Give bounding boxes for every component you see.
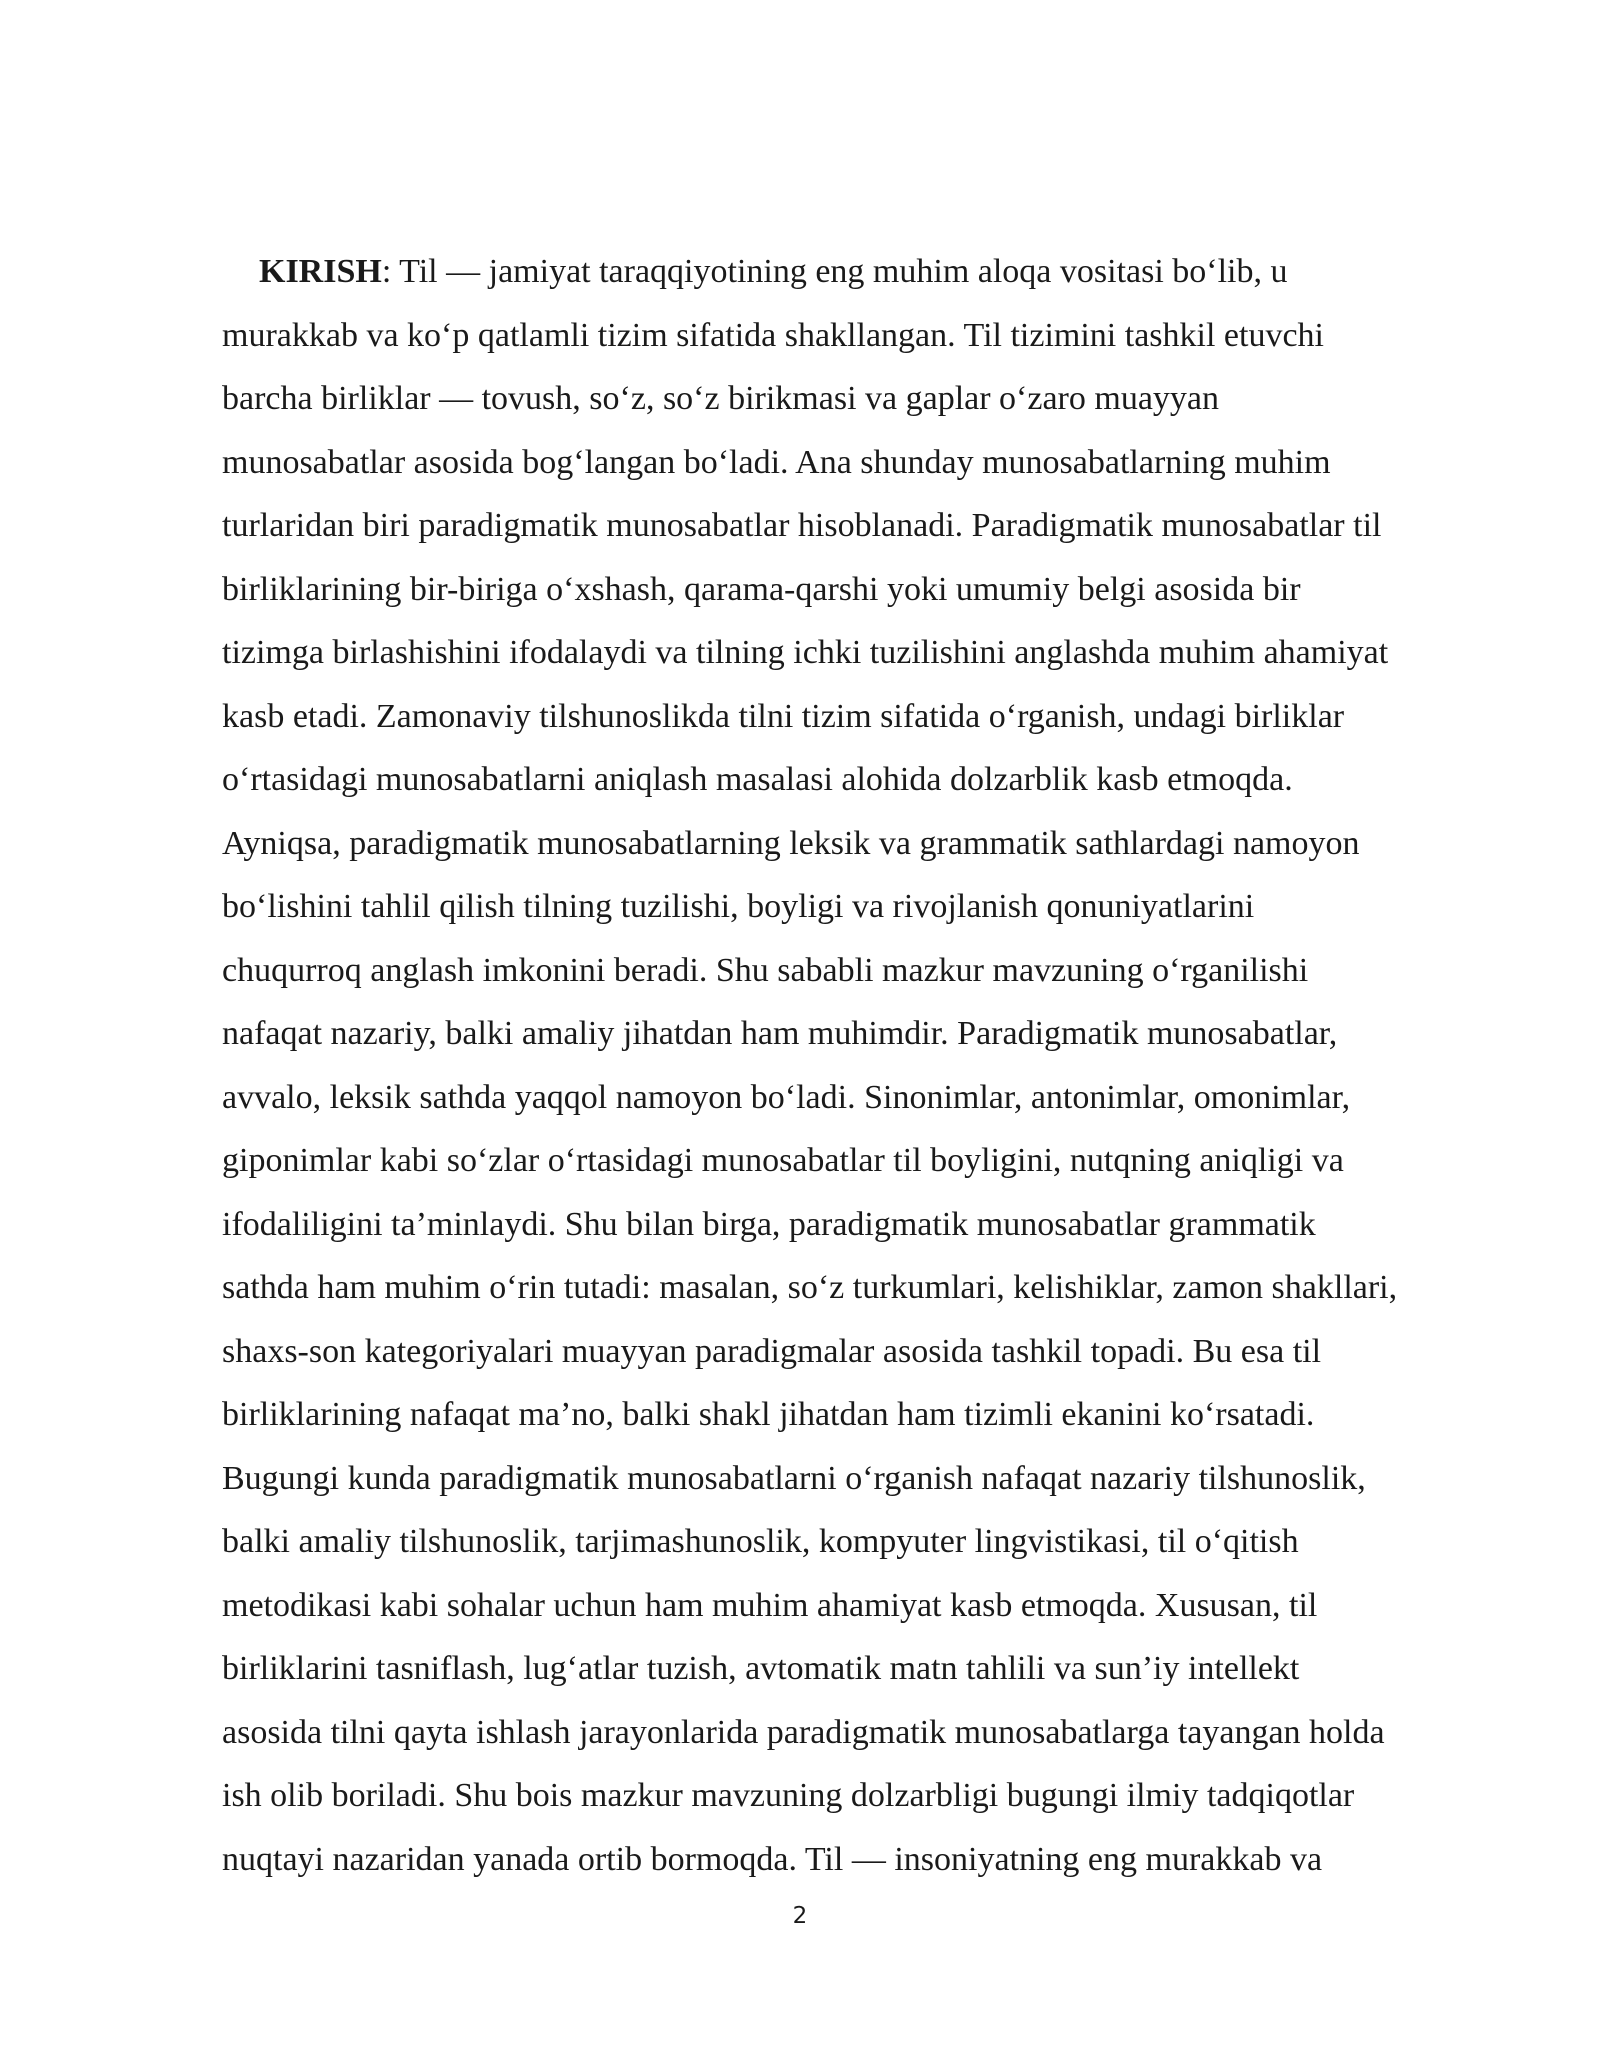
- text-line: avvalo, leksik sathda yaqqol namoyon bo‘ladi. Sinonimlar, antonimlar, omonimlar,: [222, 1078, 1351, 1116]
- line-text: Til — jamiyat taraqqiyotining eng muhim aloqa vositasi bo‘lib, u: [391, 253, 1288, 290]
- text-line: turlaridan biri paradigmatik munosabatlar hisoblanadi. Paradigmatik munosabatlar til: [222, 507, 1382, 544]
- text-line: [222, 240, 1502, 304]
- body-text: [222, 240, 1502, 1891]
- text-line: birliklarining bir-biriga o‘xshash, qarama-qarshi yoki umumiy belgi asosida bir: [222, 570, 1301, 608]
- text-line: nafaqat nazariy, balki amaliy jihatdan ham muhimdir. Paradigmatik munosabatlar,: [222, 1015, 1338, 1052]
- text-line: ifodaliligini ta’minlaydi. Shu bilan birga, paradigmatik munosabatlar grammatik: [222, 1205, 1316, 1243]
- page-number: 2: [792, 1903, 808, 1929]
- text-line: shaxs-son kategoriyalari muayyan paradigmalar asosida tashkil topadi. Bu esa til: [222, 1332, 1322, 1370]
- text-line: metodikasi kabi sohalar uchun ham muhim ahamiyat kasb etmoqda. Xususan, til: [222, 1586, 1318, 1624]
- heading-separator: :: [381, 253, 392, 290]
- section-heading: KIRISH: [259, 253, 382, 290]
- text-line: kasb etadi. Zamonaviy tilshunoslikda tilni tizim sifatida o‘rganish, undagi birliklar: [222, 697, 1345, 735]
- text-line: tizimga birlashishini ifodalaydi va tilning ichki tuzilishini anglashda muhim ahamiyat: [222, 634, 1389, 671]
- text-line: balki amaliy tilshunoslik, tarjimashunoslik, kompyuter lingvistikasi, til o‘qitish: [222, 1523, 1299, 1560]
- text-line: munosabatlar asosida bog‘langan bo‘ladi. Ana shunday munosabatlarning muhim: [222, 443, 1331, 481]
- text-line: nuqtayi nazaridan yanada ortib bormoqda. Til — insoniyatning eng murakkab va: [222, 1840, 1323, 1878]
- text-line: ish olib boriladi. Shu bois mazkur mavzuning dolzarbligi bugungi ilmiy tadqiqotlar: [222, 1777, 1355, 1814]
- text-line: bo‘lishini tahlil qilish tilning tuzilishi, boyligi va rivojlanish qonuniyatlarini: [222, 888, 1255, 925]
- text-line: Bugungi kunda paradigmatik munosabatlarni o‘rganish nafaqat nazariy tilshunoslik,: [222, 1459, 1366, 1497]
- text-line: giponimlar kabi so‘zlar o‘rtasidagi munosabatlar til boyligini, nutqning aniqligi va: [222, 1142, 1344, 1179]
- text-line: murakkab va ko‘p qatlamli tizim sifatida shakllangan. Til tizimini tashkil etuvchi: [222, 316, 1324, 354]
- text-line: birliklarining nafaqat ma’no, balki shakl jihatdan ham tizimli ekanini ko‘rsatadi.: [222, 1396, 1315, 1433]
- text-line: birliklarini tasniflash, lug‘atlar tuzish, avtomatik matn tahlili va sun’iy intellekt: [222, 1650, 1300, 1687]
- text-line: Ayniqsa, paradigmatik munosabatlarning leksik va grammatik sathlardagi namoyon: [222, 824, 1360, 862]
- text-line: barcha birliklar — tovush, so‘z, so‘z birikmasi va gaplar o‘zaro muayyan: [222, 380, 1220, 417]
- text-line: o‘rtasidagi munosabatlarni aniqlash masalasi alohida dolzarblik kasb etmoqda.: [222, 761, 1293, 798]
- text-line: sathda ham muhim o‘rin tutadi: masalan, so‘z turkumlari, kelishiklar, zamon shakllari,: [222, 1269, 1398, 1306]
- text-line: chuqurroq anglash imkonini beradi. Shu sababli mazkur mavzuning o‘rganilishi: [222, 951, 1309, 989]
- text-line: asosida tilni qayta ishlash jarayonlarida paradigmatik munosabatlarga tayangan holda: [222, 1713, 1385, 1751]
